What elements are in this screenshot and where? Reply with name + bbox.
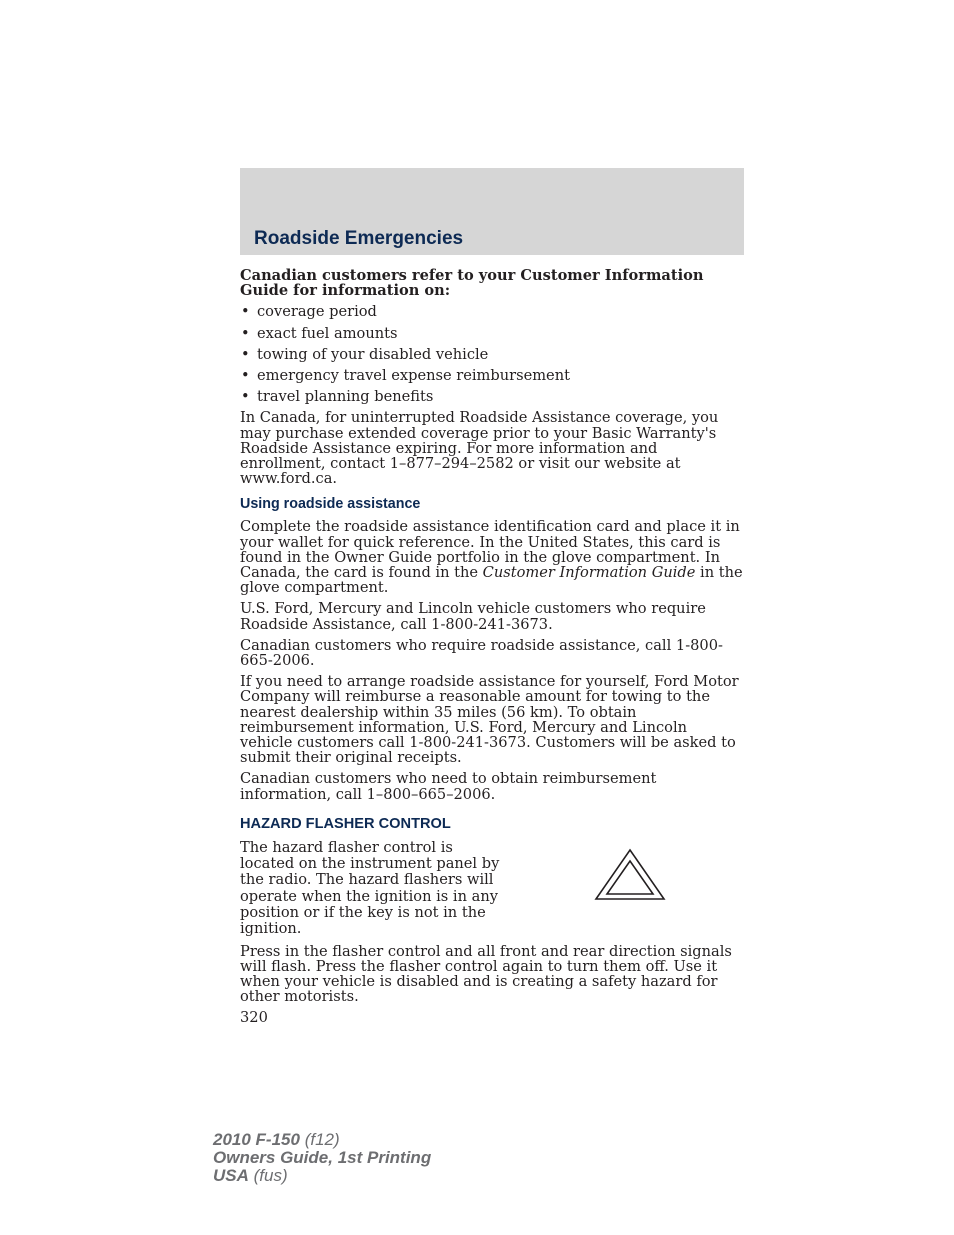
- section-title: Roadside Emergencies: [254, 228, 464, 249]
- using-roadside-heading: Using roadside assistance: [240, 496, 421, 513]
- reimbursement-paragraph: If you need to arrange roadside assistance for yourself, Ford Motor Company will reimburse a reasonable amount for towing to the nearest dealership within 35 miles (56 km). To obtain reimbursement information, U.S. Ford, Mercury and Lincoln vehicle customers call 1-800-241-3673. Customers will be asked to submit their original receipts.: [240, 673, 739, 767]
- id-card-paragraph: [240, 519, 744, 595]
- page-content: [240, 268, 744, 1032]
- intro-lead: Canadian customers refer to your Customer Information Guide for information on:: [240, 267, 704, 300]
- footer-model-code: (f12): [304, 1130, 340, 1149]
- footer-region: USA: [213, 1166, 249, 1185]
- page-number: 320: [240, 1009, 268, 1027]
- list-item: • emergency travel expense reimbursement: [240, 368, 744, 383]
- hazard-location-paragraph: The hazard flasher control is located on the instrument panel by the radio. The hazard flashers will operate when the ignition is in any position or if the key is not in the ignition.: [240, 838, 500, 938]
- footer-region-code: (fus): [253, 1166, 288, 1185]
- footer-guide: Owners Guide, 1st Printing: [213, 1148, 432, 1167]
- footer-line-guide: [213, 1149, 431, 1167]
- us-phone-paragraph: U.S. Ford, Mercury and Lincoln vehicle customers who require Roadside Assistance, call 1-800-241-3673.: [240, 600, 706, 633]
- info-list: [240, 304, 744, 404]
- list-item: • travel planning benefits: [240, 389, 744, 404]
- footer-line-model: [213, 1131, 431, 1149]
- canada-coverage-paragraph: In Canada, for uninterrupted Roadside Assistance coverage, you may purchase extended coverage prior to your Basic Warranty's Roadside Assistance expiring. For more information and enrollment, contact 1–877–294–2582 or visit our website at www.ford.ca.: [240, 409, 719, 488]
- hazard-heading: HAZARD FLASHER CONTROL: [240, 815, 451, 832]
- hazard-usage-paragraph: Press in the flasher control and all front and rear direction signals will flash. Press the flasher control again to turn them off. Use it when your vehicle is disabled and is creating a safety hazard for other motorists.: [240, 942, 732, 1006]
- canada-reimbursement-paragraph: Canadian customers who need to obtain reimbursement information, call 1–800–665–2006.: [240, 770, 657, 803]
- footer: [213, 1131, 431, 1185]
- section-header-band: [240, 168, 744, 255]
- canada-phone-paragraph: Canadian customers who require roadside assistance, call 1-800-665-2006.: [240, 636, 723, 670]
- id-card-text: Complete the roadside assistance identification card and place it in your wallet for quick reference. In the United States, this card is found in the Owner Guide portfolio in the glove compartment. In Canada, the card is found in the: [240, 518, 740, 582]
- list-item: • exact fuel amounts: [240, 326, 744, 341]
- id-card-text-end: in the glove compartment.: [240, 564, 743, 597]
- customer-guide-title: Customer Information Guide: [482, 564, 696, 582]
- footer-line-region: [213, 1167, 431, 1185]
- list-item: • coverage period: [240, 304, 744, 319]
- list-item: • towing of your disabled vehicle: [240, 347, 744, 362]
- hazard-row: [240, 840, 744, 938]
- footer-model: 2010 F-150: [213, 1130, 300, 1149]
- hazard-triangle-icon: [594, 848, 666, 902]
